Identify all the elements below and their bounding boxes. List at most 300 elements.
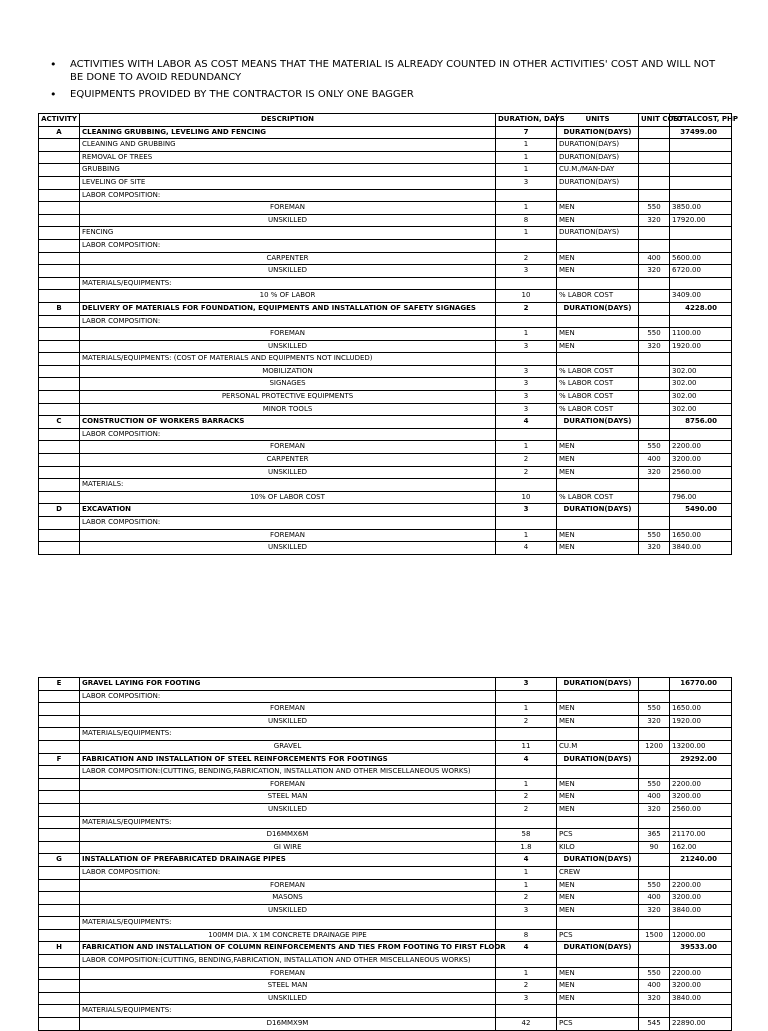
- cell-units: [557, 315, 639, 328]
- cell-activity: [39, 202, 80, 215]
- cell-units: MEN: [557, 904, 639, 917]
- cell-activity: [39, 803, 80, 816]
- cell-unit-cost: 400: [639, 892, 670, 905]
- cell-total: 29292.00: [670, 753, 732, 766]
- cell-description: DELIVERY OF MATERIALS FOR FOUNDATION, EQUIPMENTS AND INSTALLATION OF SAFETY SIGNAGES: [80, 302, 496, 315]
- cell-units: MEN: [557, 454, 639, 467]
- cell-activity: [39, 315, 80, 328]
- cell-activity: [39, 892, 80, 905]
- cell-activity: [39, 239, 80, 252]
- cell-activity: [39, 703, 80, 716]
- cell-duration: 10: [496, 290, 557, 303]
- cell-units: MEN: [557, 265, 639, 278]
- cell-duration: 1.8: [496, 841, 557, 854]
- cell-units: MEN: [557, 992, 639, 1005]
- header-total: TOTALCOST, PHP: [670, 114, 732, 127]
- cell-description: MINOR TOOLS: [80, 403, 496, 416]
- cell-unit-cost: 550: [639, 202, 670, 215]
- cell-units: MEN: [557, 879, 639, 892]
- cell-unit-cost: [639, 315, 670, 328]
- cell-unit-cost: [639, 139, 670, 152]
- cell-description: 10 % OF LABOR: [80, 290, 496, 303]
- cell-total: [670, 866, 732, 879]
- cell-duration: [496, 1005, 557, 1018]
- table-row: [39, 466, 732, 479]
- cell-unit-cost: 320: [639, 214, 670, 227]
- cell-total: [670, 315, 732, 328]
- cell-unit-cost: [639, 955, 670, 968]
- cell-unit-cost: 400: [639, 252, 670, 265]
- cell-description: EXCAVATION: [80, 504, 496, 517]
- cell-activity: [39, 164, 80, 177]
- table-row: [39, 214, 732, 227]
- cell-activity: [39, 866, 80, 879]
- cell-unit-cost: 550: [639, 328, 670, 341]
- cell-units: MEN: [557, 967, 639, 980]
- table-row: [39, 403, 732, 416]
- cell-total: 2200.00: [670, 441, 732, 454]
- cell-units: [557, 816, 639, 829]
- cell-duration: 4: [496, 854, 557, 867]
- cell-total: 3840.00: [670, 992, 732, 1005]
- cell-units: MEN: [557, 441, 639, 454]
- cell-duration: [496, 917, 557, 930]
- table-row: [39, 879, 732, 892]
- cell-activity: [39, 403, 80, 416]
- cell-units: [557, 428, 639, 441]
- table-row: [39, 791, 732, 804]
- cell-duration: 1: [496, 139, 557, 152]
- cell-description: D16MMX9M: [80, 1018, 496, 1031]
- table-row: [39, 929, 732, 942]
- cell-unit-cost: [639, 227, 670, 240]
- cell-total: [670, 766, 732, 779]
- cell-total: 3850.00: [670, 202, 732, 215]
- cell-duration: 1: [496, 164, 557, 177]
- cell-total: 3200.00: [670, 454, 732, 467]
- cell-activity: [39, 277, 80, 290]
- cell-unit-cost: [639, 942, 670, 955]
- header-description: DESCRIPTION: [80, 114, 496, 127]
- cell-description: FENCING: [80, 227, 496, 240]
- cell-description: MATERIALS/EQUIPMENTS:: [80, 917, 496, 930]
- cell-description: UNSKILLED: [80, 992, 496, 1005]
- cell-description: LEVELING OF SITE: [80, 176, 496, 189]
- cell-total: [670, 189, 732, 202]
- table-row: [39, 391, 732, 404]
- cell-unit-cost: 550: [639, 529, 670, 542]
- cell-unit-cost: 320: [639, 992, 670, 1005]
- table-row: [39, 892, 732, 905]
- table-row: [39, 703, 732, 716]
- cell-unit-cost: 320: [639, 715, 670, 728]
- cell-unit-cost: 550: [639, 703, 670, 716]
- cell-activity: [39, 328, 80, 341]
- cell-description: LABOR COMPOSITION:: [80, 517, 496, 530]
- table-row: [39, 265, 732, 278]
- cell-units: [557, 189, 639, 202]
- cell-activity: [39, 441, 80, 454]
- cell-activity: E: [39, 678, 80, 691]
- table-row: [39, 854, 732, 867]
- table-row: [39, 942, 732, 955]
- cell-total: 8756.00: [670, 416, 732, 429]
- cell-units: MEN: [557, 214, 639, 227]
- cell-duration: [496, 955, 557, 968]
- cell-units: MEN: [557, 529, 639, 542]
- bullet-icon: •: [50, 88, 57, 101]
- cell-activity: [39, 454, 80, 467]
- cell-description: FOREMAN: [80, 202, 496, 215]
- table-row: [39, 816, 732, 829]
- cell-units: DURATION(DAYS): [557, 139, 639, 152]
- cell-units: PCS: [557, 1018, 639, 1031]
- cell-unit-cost: 545: [639, 1018, 670, 1031]
- cell-activity: [39, 980, 80, 993]
- cell-duration: [496, 277, 557, 290]
- cell-description: LABOR COMPOSITION:: [80, 239, 496, 252]
- cell-units: CREW: [557, 866, 639, 879]
- cell-total: 21240.00: [670, 854, 732, 867]
- cell-duration: 1: [496, 866, 557, 879]
- table-row: [39, 917, 732, 930]
- cell-unit-cost: [639, 678, 670, 691]
- cell-activity: [39, 252, 80, 265]
- cell-total: [670, 151, 732, 164]
- cell-units: [557, 728, 639, 741]
- cell-activity: [39, 829, 80, 842]
- table-row: [39, 315, 732, 328]
- table-row: [39, 955, 732, 968]
- cell-description: GRAVEL: [80, 740, 496, 753]
- cell-unit-cost: [639, 277, 670, 290]
- cell-activity: [39, 816, 80, 829]
- cell-unit-cost: 365: [639, 829, 670, 842]
- cell-unit-cost: 400: [639, 980, 670, 993]
- cell-duration: 1: [496, 328, 557, 341]
- cell-duration: 3: [496, 391, 557, 404]
- cell-duration: [496, 353, 557, 366]
- cell-units: MEN: [557, 466, 639, 479]
- table-row: [39, 151, 732, 164]
- cell-description: MATERIALS/EQUIPMENTS:: [80, 816, 496, 829]
- cell-activity: [39, 139, 80, 152]
- cell-total: [670, 1005, 732, 1018]
- cell-total: 2560.00: [670, 803, 732, 816]
- cell-activity: [39, 904, 80, 917]
- cell-activity: F: [39, 753, 80, 766]
- cell-units: DURATION(DAYS): [557, 126, 639, 139]
- cell-duration: 2: [496, 980, 557, 993]
- cell-total: [670, 517, 732, 530]
- cell-activity: [39, 1005, 80, 1018]
- cell-units: DURATION(DAYS): [557, 176, 639, 189]
- cell-unit-cost: [639, 854, 670, 867]
- table-row: [39, 778, 732, 791]
- cell-units: [557, 766, 639, 779]
- cell-unit-cost: [639, 504, 670, 517]
- table-row: [39, 353, 732, 366]
- table-row: [39, 290, 732, 303]
- cell-duration: 2: [496, 252, 557, 265]
- cell-total: 1920.00: [670, 715, 732, 728]
- cell-units: CU.M: [557, 740, 639, 753]
- cell-total: 22890.00: [670, 1018, 732, 1031]
- cell-activity: [39, 967, 80, 980]
- cell-duration: [496, 690, 557, 703]
- cell-duration: 4: [496, 942, 557, 955]
- cell-description: CLEANING AND GRUBBING: [80, 139, 496, 152]
- cell-activity: [39, 365, 80, 378]
- cell-unit-cost: 400: [639, 791, 670, 804]
- table-row: [39, 980, 732, 993]
- cell-unit-cost: 90: [639, 841, 670, 854]
- cell-duration: [496, 428, 557, 441]
- cell-unit-cost: 550: [639, 967, 670, 980]
- cell-duration: 3: [496, 340, 557, 353]
- table-row: [39, 189, 732, 202]
- table-row: [39, 803, 732, 816]
- cell-unit-cost: [639, 690, 670, 703]
- cell-units: MEN: [557, 542, 639, 555]
- cell-unit-cost: 1200: [639, 740, 670, 753]
- cell-unit-cost: [639, 365, 670, 378]
- cell-description: LABOR COMPOSITION:(CUTTING, BENDING,FABRICATION, INSTALLATION AND OTHER MISCELLANEOUS WORKS): [80, 955, 496, 968]
- cell-activity: [39, 391, 80, 404]
- cell-description: MATERIALS/EQUIPMENTS:: [80, 277, 496, 290]
- cell-activity: [39, 353, 80, 366]
- cell-units: MEN: [557, 252, 639, 265]
- cell-total: [670, 690, 732, 703]
- cell-duration: 2: [496, 302, 557, 315]
- cell-duration: 3: [496, 378, 557, 391]
- cell-units: [557, 690, 639, 703]
- cell-activity: [39, 791, 80, 804]
- cell-description: LABOR COMPOSITION:: [80, 866, 496, 879]
- cell-activity: [39, 227, 80, 240]
- cell-activity: [39, 340, 80, 353]
- cell-units: % LABOR COST: [557, 365, 639, 378]
- cell-description: CARPENTER: [80, 454, 496, 467]
- cell-units: % LABOR COST: [557, 403, 639, 416]
- cell-unit-cost: 320: [639, 542, 670, 555]
- cell-units: MEN: [557, 715, 639, 728]
- header-activity: ACTIVITY: [39, 114, 80, 127]
- cell-description: STEEL MAN: [80, 980, 496, 993]
- cell-description: STEEL MAN: [80, 791, 496, 804]
- table-row: [39, 164, 732, 177]
- cell-total: 1920.00: [670, 340, 732, 353]
- cell-duration: 2: [496, 466, 557, 479]
- cell-description: LABOR COMPOSITION:: [80, 428, 496, 441]
- cell-description: UNSKILLED: [80, 542, 496, 555]
- cell-total: 17920.00: [670, 214, 732, 227]
- cell-total: 16770.00: [670, 678, 732, 691]
- cell-duration: 8: [496, 214, 557, 227]
- cell-activity: [39, 529, 80, 542]
- cell-description: PERSONAL PROTECTIVE EQUIPMENTS: [80, 391, 496, 404]
- cell-description: D16MMX6M: [80, 829, 496, 842]
- table-row: [39, 176, 732, 189]
- cell-unit-cost: [639, 491, 670, 504]
- cell-activity: G: [39, 854, 80, 867]
- cell-total: 302.00: [670, 403, 732, 416]
- table-row: [39, 504, 732, 517]
- cell-duration: 1: [496, 151, 557, 164]
- cell-units: PCS: [557, 829, 639, 842]
- cell-units: % LABOR COST: [557, 491, 639, 504]
- cell-total: 3840.00: [670, 904, 732, 917]
- table-header-row: [39, 114, 732, 127]
- table-row: [39, 126, 732, 139]
- cell-activity: D: [39, 504, 80, 517]
- cell-units: MEN: [557, 340, 639, 353]
- table-row: [39, 992, 732, 1005]
- cell-unit-cost: [639, 866, 670, 879]
- cell-unit-cost: 550: [639, 778, 670, 791]
- cell-duration: 1: [496, 703, 557, 716]
- note-item: [50, 58, 730, 84]
- cell-duration: 1: [496, 967, 557, 980]
- cell-activity: [39, 690, 80, 703]
- cell-activity: [39, 1018, 80, 1031]
- cell-description: MATERIALS/EQUIPMENTS:: [80, 1005, 496, 1018]
- cell-description: UNSKILLED: [80, 214, 496, 227]
- cell-total: 4228.00: [670, 302, 732, 315]
- cell-units: [557, 955, 639, 968]
- table-row: [39, 479, 732, 492]
- table-row: [39, 365, 732, 378]
- cell-units: KILO: [557, 841, 639, 854]
- cell-activity: [39, 955, 80, 968]
- cell-description: UNSKILLED: [80, 715, 496, 728]
- cell-duration: [496, 315, 557, 328]
- cell-units: % LABOR COST: [557, 378, 639, 391]
- cell-units: [557, 353, 639, 366]
- cell-activity: [39, 778, 80, 791]
- cell-description: FOREMAN: [80, 778, 496, 791]
- cell-duration: [496, 479, 557, 492]
- cell-total: 3200.00: [670, 980, 732, 993]
- notes-list: [50, 58, 730, 105]
- cell-total: 1650.00: [670, 703, 732, 716]
- table-row: [39, 491, 732, 504]
- cell-activity: H: [39, 942, 80, 955]
- cell-total: 2200.00: [670, 967, 732, 980]
- cell-description: MATERIALS/EQUIPMENTS: (COST OF MATERIALS AND EQUIPMENTS NOT INCLUDED): [80, 353, 496, 366]
- cell-units: [557, 917, 639, 930]
- cell-description: UNSKILLED: [80, 466, 496, 479]
- cell-activity: [39, 929, 80, 942]
- cell-total: [670, 176, 732, 189]
- cell-duration: [496, 816, 557, 829]
- cell-units: MEN: [557, 791, 639, 804]
- cell-total: 2200.00: [670, 879, 732, 892]
- cell-activity: [39, 491, 80, 504]
- table-row: [39, 829, 732, 842]
- cell-unit-cost: [639, 917, 670, 930]
- cell-total: 2200.00: [670, 778, 732, 791]
- cell-description: FOREMAN: [80, 441, 496, 454]
- cell-duration: 3: [496, 904, 557, 917]
- cell-total: 1650.00: [670, 529, 732, 542]
- cell-description: UNSKILLED: [80, 265, 496, 278]
- cell-duration: 3: [496, 504, 557, 517]
- note-text: EQUIPMENTS PROVIDED BY THE CONTRACTOR IS ONLY ONE BAGGER: [70, 89, 414, 100]
- cell-description: MATERIALS/EQUIPMENTS:: [80, 728, 496, 741]
- cell-unit-cost: [639, 403, 670, 416]
- note-text: ACTIVITIES WITH LABOR AS COST MEANS THAT THE MATERIAL IS ALREADY COUNTED IN OTHER ACTIVITIES' COST AND WILL NOT BE DONE TO AVOID REDUNDANCY: [70, 59, 716, 83]
- cell-activity: A: [39, 126, 80, 139]
- cell-description: FOREMAN: [80, 967, 496, 980]
- cell-unit-cost: [639, 151, 670, 164]
- cell-description: FOREMAN: [80, 529, 496, 542]
- cell-description: REMOVAL OF TREES: [80, 151, 496, 164]
- cell-units: DURATION(DAYS): [557, 151, 639, 164]
- cell-total: 13200.00: [670, 740, 732, 753]
- cell-duration: 2: [496, 892, 557, 905]
- cell-duration: [496, 239, 557, 252]
- cell-unit-cost: 320: [639, 340, 670, 353]
- cell-units: [557, 1005, 639, 1018]
- cell-activity: [39, 841, 80, 854]
- cell-unit-cost: 550: [639, 879, 670, 892]
- cell-units: DURATION(DAYS): [557, 678, 639, 691]
- cell-duration: 4: [496, 416, 557, 429]
- table-row: [39, 678, 732, 691]
- cell-total: 3200.00: [670, 892, 732, 905]
- cell-activity: [39, 428, 80, 441]
- table-row: [39, 239, 732, 252]
- cell-total: 6720.00: [670, 265, 732, 278]
- cell-units: [557, 517, 639, 530]
- cell-duration: 1: [496, 227, 557, 240]
- cell-total: [670, 353, 732, 366]
- table-row: [39, 753, 732, 766]
- cell-units: MEN: [557, 328, 639, 341]
- cell-unit-cost: [639, 1005, 670, 1018]
- cell-description: MOBILIZATION: [80, 365, 496, 378]
- cell-duration: 11: [496, 740, 557, 753]
- cell-unit-cost: [639, 428, 670, 441]
- cell-activity: [39, 214, 80, 227]
- cost-table-1: [38, 113, 738, 555]
- cell-total: [670, 139, 732, 152]
- cell-duration: [496, 189, 557, 202]
- cell-duration: [496, 766, 557, 779]
- cost-table-2: [38, 677, 732, 1031]
- cell-units: DURATION(DAYS): [557, 854, 639, 867]
- cell-activity: [39, 378, 80, 391]
- cell-activity: [39, 766, 80, 779]
- cell-activity: [39, 728, 80, 741]
- cell-unit-cost: 1500: [639, 929, 670, 942]
- cell-duration: 7: [496, 126, 557, 139]
- table-row: [39, 740, 732, 753]
- cell-activity: [39, 542, 80, 555]
- cell-total: 162.00: [670, 841, 732, 854]
- cell-activity: [39, 176, 80, 189]
- table-row: [39, 728, 732, 741]
- cell-description: SIGNAGES: [80, 378, 496, 391]
- cell-units: DURATION(DAYS): [557, 416, 639, 429]
- cell-duration: 4: [496, 753, 557, 766]
- table-row: [39, 690, 732, 703]
- cell-unit-cost: [639, 164, 670, 177]
- cell-activity: [39, 992, 80, 1005]
- cell-unit-cost: [639, 290, 670, 303]
- cell-activity: [39, 917, 80, 930]
